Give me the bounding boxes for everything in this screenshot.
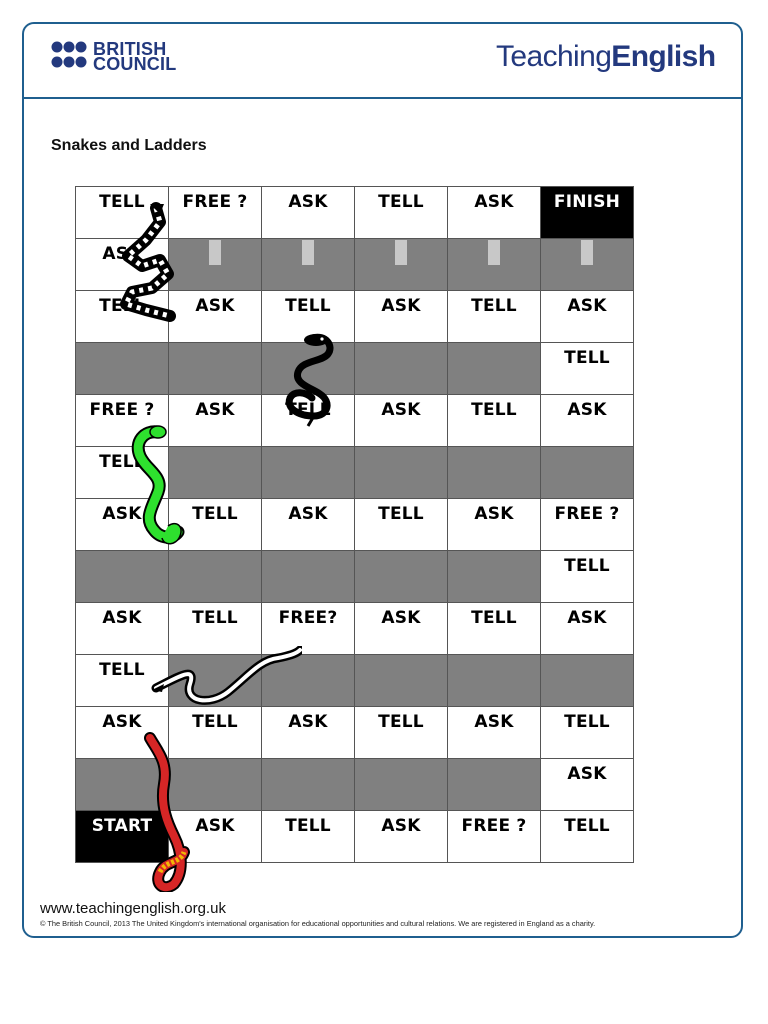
square-label: FREE ? [554, 504, 620, 524]
header-divider [24, 97, 743, 99]
board-square [541, 707, 634, 759]
square-label: TELL [564, 816, 610, 836]
board-square [262, 551, 355, 603]
square-label: TELL [99, 452, 145, 472]
board-square [169, 551, 262, 603]
square-label: ASK [195, 400, 235, 420]
board-square [262, 811, 355, 863]
long-striped-snake-icon [150, 646, 302, 712]
square-label: ASK [102, 608, 142, 628]
board-square [262, 759, 355, 811]
square-label: ASK [474, 712, 514, 732]
coiled-black-snake-icon [278, 332, 346, 428]
board-square [541, 239, 634, 291]
board-square [262, 707, 355, 759]
square-label: ASK [381, 816, 421, 836]
board-square [541, 759, 634, 811]
square-label: ASK [567, 296, 607, 316]
board-square [448, 655, 541, 707]
square-label: ASK [102, 504, 142, 524]
board-square [541, 499, 634, 551]
board-square [448, 291, 541, 343]
square-label: ASK [381, 296, 421, 316]
board-square [448, 395, 541, 447]
board-square [448, 707, 541, 759]
square-label: ASK [102, 244, 142, 264]
page-title: Snakes and Ladders [51, 137, 207, 154]
square-label: TELL [564, 348, 610, 368]
ladder-icon [488, 240, 500, 265]
board-square [76, 551, 169, 603]
striped-snake-icon [112, 200, 184, 324]
te-regular: Teaching [496, 40, 612, 73]
board-square [541, 551, 634, 603]
ladder-icon [302, 240, 314, 265]
board-square [448, 759, 541, 811]
board-square [355, 655, 448, 707]
square-label: ASK [567, 608, 607, 628]
square-label: TELL [99, 192, 145, 212]
square-label: ASK [567, 764, 607, 784]
board-square [448, 239, 541, 291]
square-label: ASK [474, 192, 514, 212]
board-row [76, 551, 634, 603]
square-label: TELL [471, 400, 517, 420]
square-label: TELL [564, 712, 610, 732]
square-label: FREE ? [89, 400, 155, 420]
board-square [355, 447, 448, 499]
square-label: TELL [285, 296, 331, 316]
square-label: ASK [288, 712, 328, 732]
board-square [448, 343, 541, 395]
square-label: FREE? [278, 608, 338, 628]
square-label: ASK [102, 712, 142, 732]
board-square [355, 759, 448, 811]
board-square [355, 395, 448, 447]
square-label: TELL [285, 816, 331, 836]
board-square [541, 343, 634, 395]
square-label: START [91, 816, 153, 836]
square-label: TELL [378, 192, 424, 212]
square-label: TELL [192, 608, 238, 628]
square-label: ASK [381, 608, 421, 628]
board-square [541, 447, 634, 499]
square-label: TELL [564, 556, 610, 576]
red-orange-snake-icon [144, 732, 196, 892]
board-square [448, 811, 541, 863]
square-label: FREE ? [182, 192, 248, 212]
te-bold: English [611, 40, 716, 73]
square-label: ASK [567, 400, 607, 420]
british-council-wordmark [93, 39, 177, 74]
board-square [262, 239, 355, 291]
square-label: TELL [471, 608, 517, 628]
board-square [355, 239, 448, 291]
board-square [541, 187, 634, 239]
board-square [355, 187, 448, 239]
square-label: TELL [285, 400, 331, 420]
board-square [541, 603, 634, 655]
footer-copyright: © The British Council, 2013 The United Kingdom's international organisation for educational opportunities and cultural relations. We are registered in England as a charity. [40, 919, 596, 928]
board-square [541, 291, 634, 343]
board-square [76, 343, 169, 395]
square-label: TELL [192, 712, 238, 732]
square-label: FINISH [553, 192, 621, 212]
green-snake-icon [124, 422, 188, 554]
board-square [355, 603, 448, 655]
square-label: ASK [288, 192, 328, 212]
bc-line-2: COUNCIL [93, 54, 177, 74]
board-square [355, 291, 448, 343]
teaching-english-logo [496, 40, 715, 74]
board-square [448, 499, 541, 551]
board-square [541, 395, 634, 447]
board-square [355, 551, 448, 603]
bc-line-1: BRITISH [93, 39, 167, 59]
board-row [76, 343, 634, 395]
board-square [448, 187, 541, 239]
square-label: ASK [195, 296, 235, 316]
ladder-icon [209, 240, 221, 265]
board-square [541, 811, 634, 863]
board-square [448, 551, 541, 603]
board-square [448, 447, 541, 499]
board-square [448, 603, 541, 655]
ladder-icon [581, 240, 593, 265]
square-label: ASK [288, 504, 328, 524]
board-square [355, 499, 448, 551]
board-square [355, 343, 448, 395]
square-label: TELL [378, 712, 424, 732]
square-label: ASK [381, 400, 421, 420]
square-label: TELL [99, 660, 145, 680]
board-square [541, 655, 634, 707]
board-square [262, 499, 355, 551]
ladder-icon [395, 240, 407, 265]
board-square [262, 187, 355, 239]
square-label: TELL [99, 296, 145, 316]
board-square [355, 707, 448, 759]
square-label: TELL [378, 504, 424, 524]
square-label: TELL [471, 296, 517, 316]
board-square [262, 447, 355, 499]
square-label: ASK [195, 816, 235, 836]
square-label: TELL [192, 504, 238, 524]
board-square [355, 811, 448, 863]
square-label: FREE ? [461, 816, 527, 836]
footer-url: www.teachingenglish.org.uk [40, 900, 226, 917]
square-label: ASK [474, 504, 514, 524]
board-square [169, 343, 262, 395]
british-council-logo-icon [51, 41, 87, 73]
